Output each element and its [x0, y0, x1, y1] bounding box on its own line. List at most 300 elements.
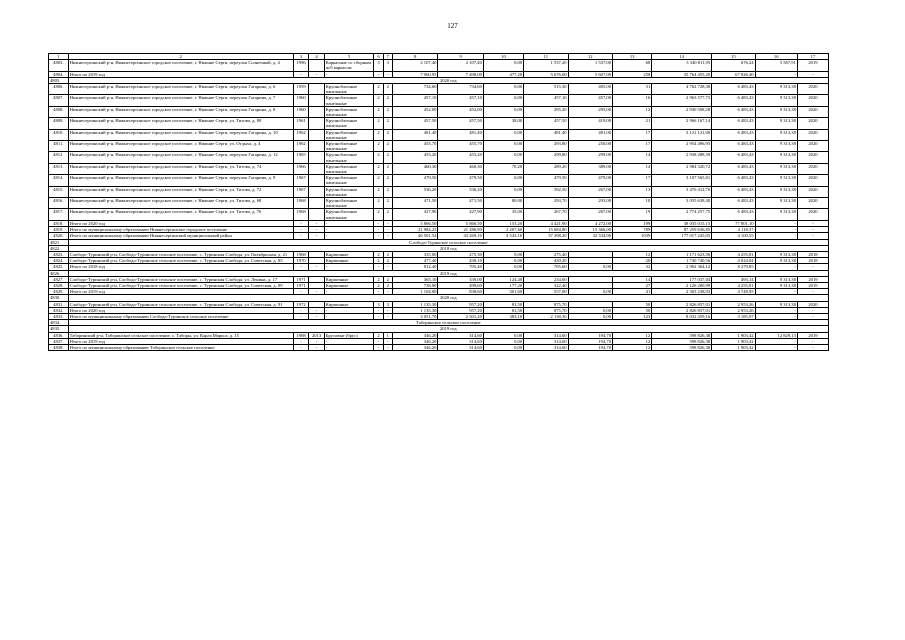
address-cell: Слободо-Туринский р-н, Слободо-Туринское сельское поселение, с. Туринская Слобода, ул. Октябрьская, д. 21	[68, 251, 293, 257]
table-cell: 0,00	[483, 344, 523, 350]
table-cell: 0,00	[483, 332, 523, 338]
table-cell: 479,50	[392, 175, 437, 186]
page-number: 127	[447, 22, 458, 30]
table-cell: 1959	[293, 84, 308, 95]
table-cell: 9,00	[483, 251, 523, 257]
table-cell: 3 476 412,70	[652, 186, 712, 197]
table-cell: 598 826,38	[652, 332, 712, 338]
table-cell: -	[755, 289, 797, 295]
table-cell: Кирпичные	[324, 258, 374, 264]
table-cell: Крупноблочные панельные	[324, 175, 374, 186]
table-cell: 293,70	[524, 198, 568, 209]
table-cell: -	[324, 344, 374, 350]
table-cell: 2020	[797, 118, 828, 129]
column-number-cell: 13	[613, 54, 652, 60]
table-cell: 2	[374, 95, 383, 106]
column-number-cell: 17	[797, 54, 828, 60]
address-cell: Нижнесергинский р-н, Нижнесергинское городское поселение, г. Нижние Серги, ул. Титова, д. 74	[68, 163, 293, 174]
address-cell: Итого по муниципальному образованию Слободо-Туринское сельское поселение	[68, 313, 293, 319]
row-number-cell: 4838.	[49, 344, 69, 350]
table-cell: 1 537,20	[524, 60, 568, 71]
table-cell: 0,00	[483, 95, 523, 106]
table-cell: 346,20	[392, 338, 437, 344]
table-cell: 3	[383, 301, 392, 307]
table-cell: 9 313,38	[755, 95, 797, 106]
table-cell: 3 340 811,95	[652, 60, 712, 71]
column-number-cell: 16	[755, 54, 797, 60]
table-cell: 738,90	[392, 282, 437, 288]
table-cell: -	[324, 307, 374, 313]
table-cell: 2	[374, 163, 383, 174]
table-cell: 346,20	[392, 332, 437, 338]
row-number-cell: 4822.	[49, 245, 69, 251]
table-row	[49, 84, 829, 95]
table-cell: 2	[383, 186, 392, 197]
table-cell	[309, 163, 324, 174]
column-number-cell: 10	[483, 54, 523, 60]
table-cell: 9 313,38	[755, 118, 797, 129]
table-cell	[309, 141, 324, 152]
table-cell: 346,20	[392, 344, 437, 350]
table-cell: 12	[613, 332, 652, 338]
table-cell: 0,00	[568, 264, 612, 270]
table-cell: 3 051,70	[392, 313, 437, 319]
table-cell: 14	[613, 163, 652, 174]
table-cell: 16	[613, 95, 652, 106]
table-cell: -	[324, 233, 374, 239]
row-number-cell: 4810.	[49, 129, 69, 140]
table-cell: 0,00	[483, 141, 523, 152]
table-cell: 2	[374, 258, 383, 264]
table-cell: Кирпичные	[324, 251, 374, 257]
table-cell: -	[383, 338, 392, 344]
table-cell: 3 055 638,40	[652, 198, 712, 209]
table-cell: 15 366,00	[568, 227, 612, 233]
table-cell: 2	[374, 186, 383, 197]
table-cell: 9 313,38	[755, 258, 797, 264]
table-cell: 1 104,00	[392, 289, 437, 295]
table-cell: -	[374, 227, 383, 233]
table-cell: 2020	[797, 141, 828, 152]
table-cell: 31	[613, 84, 652, 95]
table-cell: -	[383, 264, 392, 270]
row-number-cell: 4819.	[49, 227, 69, 233]
table-cell: 2	[374, 152, 383, 163]
table-cell: 2 938 288,39	[652, 152, 712, 163]
table-cell	[309, 60, 324, 71]
table-cell: -	[383, 220, 392, 226]
address-cell: Нижнесергинский р-н, Нижнесергинское городское поселение, г. Нижние Серги, переулок Гагарина, д. 6	[68, 84, 293, 95]
table-cell: 0,00	[483, 129, 523, 140]
table-cell: 295,00	[568, 106, 612, 117]
table-cell: -	[324, 264, 374, 270]
table-cell: -	[374, 233, 383, 239]
table-cell: 0,00	[483, 152, 523, 163]
row-number-cell: 4812.	[49, 152, 69, 163]
table-cell: Каркасные со сборным ж/б каркасом	[324, 60, 374, 71]
table-cell: 481,40	[524, 129, 568, 140]
table-cell: 70,20	[483, 163, 523, 174]
table-cell: 2019	[797, 332, 828, 338]
table-row	[49, 175, 829, 186]
row-number-cell: 4814.	[49, 175, 69, 186]
column-number-cell: 15	[712, 54, 755, 60]
table-cell: 0,00	[483, 60, 523, 71]
row-number-cell: 4818.	[49, 220, 69, 226]
table-cell: 194,70	[568, 344, 612, 350]
table-cell: 9 313,38	[755, 141, 797, 152]
table-cell: 457,00	[568, 95, 612, 106]
table-cell: 9 313,38	[755, 106, 797, 117]
table-cell: 479,00	[568, 175, 612, 186]
address-cell: Нижнесергинский р-н, Нижнесергинское городское поселение, г. Нижние Серги, переулок Гагарина, д. 12	[68, 152, 293, 163]
table-cell: -	[755, 344, 797, 350]
table-cell: 536,20	[392, 186, 437, 197]
row-number-cell: 4811.	[49, 141, 69, 152]
table-cell: Крупноблочные панельные	[324, 152, 374, 163]
table-row	[49, 106, 829, 117]
address-cell: Таборинский р-н, Таборинское сельское поселение, с. Таборы, ул. Карла Маркса, д. 15	[68, 332, 293, 338]
table-cell: 1 903,42	[712, 338, 755, 344]
column-number-cell: 14	[652, 54, 712, 60]
table-cell: 267,00	[568, 186, 612, 197]
table-cell: 2020	[797, 301, 828, 307]
table-cell: 2020	[797, 106, 828, 117]
table-cell: 314,60	[524, 344, 568, 350]
table-cell: 2 207,60	[483, 227, 523, 233]
table-cell: 1996	[293, 60, 308, 71]
table-cell: 5 567,91	[755, 60, 797, 71]
table-cell: 153,20	[483, 220, 523, 226]
address-cell: Итого по 2019 год	[68, 71, 293, 77]
table-cell: 5 866,50	[392, 220, 437, 226]
table-cell: 2 774 257,75	[652, 209, 712, 220]
row-number-cell: 4834.	[49, 320, 69, 326]
section-label-cell: 2018 год	[68, 245, 828, 251]
table-cell: 12	[613, 344, 652, 350]
row-number-cell: 4817.	[49, 209, 69, 220]
table-cell: 43 269,10	[438, 233, 483, 239]
row-number-cell: 4815.	[49, 186, 69, 197]
address-cell: Итого по 2020 год	[68, 220, 293, 226]
table-cell: 13	[613, 186, 652, 197]
table-cell: 81,50	[483, 301, 523, 307]
table-cell: 1039	[613, 233, 652, 239]
address-cell: Слободо-Туринский р-н, Слободо-Туринское сельское поселение, с. Туринская Слобода, ул. Советская, д. 85	[68, 258, 293, 264]
table-cell: 1	[383, 332, 392, 338]
table-cell: -	[309, 289, 324, 295]
table-cell: 3 185,97	[712, 313, 755, 319]
row-number-cell: 4805.	[49, 77, 69, 83]
table-cell: 5 866,50	[438, 220, 483, 226]
table-cell: 275,40	[524, 251, 568, 257]
table-cell: 2	[374, 198, 383, 209]
table-row	[49, 198, 829, 209]
table-cell: 2 126 200,99	[652, 282, 712, 288]
column-number-cell: 2	[68, 54, 293, 60]
table-cell	[309, 152, 324, 163]
column-number-cell: 3	[293, 54, 308, 60]
table-cell: -	[755, 227, 797, 233]
table-cell: -	[324, 227, 374, 233]
table-cell: -	[383, 307, 392, 313]
table-cell: 453,20	[392, 152, 437, 163]
address-cell: Итого по муниципальному образованию Нижнесергинский муниципальный район	[68, 233, 293, 239]
table-cell: 293,00	[568, 198, 612, 209]
section-label-cell: 2020 год	[68, 295, 828, 301]
table-cell: 12	[613, 338, 652, 344]
table-cell: 2 963 577,75	[652, 95, 712, 106]
table-cell: -	[374, 313, 383, 319]
address-cell: Нижнесергинский р-н, Нижнесергинское городское поселение, г. Нижние Серги, ул. Титова, д. 72	[68, 186, 293, 197]
table-cell: -	[383, 344, 392, 350]
table-cell: -	[374, 264, 383, 270]
table-cell: 267,70	[524, 209, 568, 220]
table-cell: 1 135,30	[392, 307, 437, 313]
table-cell: 289,20	[524, 163, 568, 174]
address-cell: Нижнесергинский р-н, Нижнесергинское городское поселение, г. Нижние Серги, ул. Отдыха, д. 4	[68, 141, 293, 152]
section-label-cell: Таборинское сельское поселение	[68, 320, 828, 326]
table-cell: 957,20	[438, 307, 483, 313]
table-cell: 499,60	[438, 282, 483, 288]
row-number-cell: 4833.	[49, 313, 69, 319]
table-cell: 18	[613, 198, 652, 209]
table-cell: 2	[383, 118, 392, 129]
table-cell: 479,50	[524, 175, 568, 186]
table-cell: 457,50	[438, 118, 483, 129]
table-cell: 4 255,81	[712, 282, 755, 288]
table-cell: 0,00	[568, 289, 612, 295]
table-cell: 6 483,43	[712, 163, 755, 174]
address-cell: Нижнесергинский р-н, Нижнесергинское городское поселение, г. Нижние Серги, переулок Гагарина, д. 8	[68, 106, 293, 117]
table-cell: 6 483,43	[712, 84, 755, 95]
table-cell: -	[797, 233, 828, 239]
table-cell: 2	[383, 95, 392, 106]
table-cell: 1968	[293, 209, 308, 220]
address-cell: Нижнесергинский р-н, Нижнесергинское городское поселение, г. Нижние Серги, ул. Титова, д. 80	[68, 118, 293, 129]
table-cell: 2 984 320,72	[652, 163, 712, 174]
table-cell: 0,00	[568, 307, 612, 313]
table-cell: 477,20	[483, 71, 523, 77]
table-cell: 314,60	[524, 332, 568, 338]
table-cell: 32 534,90	[568, 233, 612, 239]
table-cell: 5 607,00	[568, 71, 612, 77]
table-cell: 17	[613, 175, 652, 186]
table-cell: 598 826,38	[652, 338, 712, 344]
table-cell: 6 483,43	[712, 95, 755, 106]
row-number-cell: 4820.	[49, 233, 69, 239]
table-cell: -	[374, 344, 383, 350]
table-cell: 80,00	[483, 198, 523, 209]
table-cell: 2	[374, 276, 383, 282]
table-cell: -	[293, 227, 308, 233]
row-number-cell: 4828.	[49, 282, 69, 288]
table-cell: 2	[383, 106, 392, 117]
table-cell: 8 279,85	[712, 264, 755, 270]
table-cell: 2020	[797, 209, 828, 220]
table-cell: 2020	[797, 163, 828, 174]
table-cell: 12	[613, 251, 652, 257]
table-row	[49, 163, 829, 174]
table-cell	[309, 198, 324, 209]
column-number-cell: 1	[49, 54, 69, 60]
table-cell: 9 313,38	[755, 84, 797, 95]
table-cell: -	[374, 338, 383, 344]
table-cell: 2020	[797, 175, 828, 186]
table-cell: Кирпичные	[324, 301, 374, 307]
table-cell: 2019	[797, 276, 828, 282]
table-cell: 1966	[293, 163, 308, 174]
table-cell: 1965	[293, 152, 308, 163]
table-cell: 4 272,00	[568, 220, 612, 226]
table-cell: 2	[374, 332, 383, 338]
table-cell: 2 930 508,28	[652, 106, 712, 117]
row-number-cell: 4821.	[49, 239, 69, 245]
table-cell: 17	[613, 129, 652, 140]
table-cell: 38,00	[483, 118, 523, 129]
table-cell: 4 024,04	[712, 258, 755, 264]
table-row	[49, 186, 829, 197]
table-cell: 4 100,55	[712, 233, 755, 239]
table-cell: 2 826 857,01	[652, 301, 712, 307]
row-number-cell: 4804.	[49, 71, 69, 77]
table-cell: 481,40	[438, 129, 483, 140]
table-cell: 314,60	[438, 338, 483, 344]
table-cell: 9 313,38	[755, 129, 797, 140]
table-cell: 452,00	[438, 106, 483, 117]
table-cell: 1960	[293, 95, 308, 106]
table-cell: 457,50	[524, 118, 568, 129]
table-cell: 2 953,26	[712, 307, 755, 313]
address-cell: Слободо-Туринский р-н, Слободо-Туринское сельское поселение, с. Туринская Слобода, ул. Советская, д. 89	[68, 282, 293, 288]
table-cell: -	[797, 307, 828, 313]
table-cell: 1968	[293, 198, 308, 209]
table-cell: 1960	[293, 106, 308, 117]
table-cell: Крупноблочные панельные	[324, 209, 374, 220]
address-cell: Итого по муниципальному образованию Таборинское сельское поселение	[68, 344, 293, 350]
table-cell: 6 483,43	[712, 152, 755, 163]
table-cell: -	[309, 344, 324, 350]
table-cell: 1967	[293, 175, 308, 186]
table-cell: 9 313,38	[755, 301, 797, 307]
table-cell: 2	[383, 175, 392, 186]
table-cell: 457,10	[438, 95, 483, 106]
table-cell: 0,00	[483, 175, 523, 186]
table-cell: 4 421,90	[524, 220, 568, 226]
table-cell: 1968	[293, 251, 308, 257]
table-cell: 598 826,38	[652, 344, 712, 350]
table-cell: 734,60	[392, 84, 437, 95]
table-cell: -	[309, 220, 324, 226]
section-label-cell: 2020 год	[68, 77, 828, 83]
table-cell	[309, 95, 324, 106]
table-cell: -	[309, 233, 324, 239]
table-cell: 314,60	[438, 344, 483, 350]
table-cell: 21 984,25	[392, 227, 437, 233]
table-cell: -	[797, 338, 828, 344]
row-number-cell: 4830.	[49, 295, 69, 301]
table-cell: 21 286,90	[438, 227, 483, 233]
table-cell: 2	[383, 258, 392, 264]
table-cell: 2 826 857,01	[652, 307, 712, 313]
table-cell: 875,70	[524, 301, 568, 307]
table-cell: 46 501,54	[392, 233, 437, 239]
table-cell: 457,10	[392, 95, 437, 106]
table-cell: 87 259 636,85	[652, 227, 712, 233]
table-cell: -	[374, 71, 383, 77]
address-cell: Итого по 2018 год	[68, 264, 293, 270]
table-cell: 1967	[293, 186, 308, 197]
address-cell: Нижнесергинский р-н, Нижнесергинское городское поселение, г. Нижние Серги, ул. Титова, д. 68	[68, 198, 293, 209]
column-number-cell: 7	[383, 54, 392, 60]
table-cell: 2013	[309, 332, 324, 338]
table-cell: -	[293, 264, 308, 270]
table-cell: 2 902 364,12	[652, 264, 712, 270]
table-cell: 335,00	[392, 251, 437, 257]
table-cell: -	[797, 344, 828, 350]
table-cell: 705,60	[524, 264, 568, 270]
table-cell: 838,60	[438, 289, 483, 295]
table-row	[49, 152, 829, 163]
table-cell: -	[309, 264, 324, 270]
table-cell: 6 483,43	[712, 198, 755, 209]
table-cell: 789	[613, 227, 652, 233]
table-cell: 0,00	[483, 186, 523, 197]
table-cell: Крупноблочные панельные	[324, 141, 374, 152]
table-cell: 2018	[797, 251, 828, 257]
row-number-cell: 4836.	[49, 332, 69, 338]
table-cell: 2019	[797, 60, 828, 71]
table-cell: 9 313,38	[755, 186, 797, 197]
table-cell: 35,00	[483, 209, 523, 220]
address-cell: Итого по 2020 год	[68, 307, 293, 313]
table-cell: 2020	[797, 186, 828, 197]
table-cell: 471,50	[392, 198, 437, 209]
table-cell: Кирпичные	[324, 276, 374, 282]
table-cell: 6 483,43	[712, 175, 755, 186]
table-row	[49, 344, 829, 350]
table-cell: 339,00	[438, 276, 483, 282]
table-cell: -	[374, 220, 383, 226]
table-cell: -	[797, 227, 828, 233]
address-cell: Итого по 2019 год	[68, 289, 293, 295]
table-cell: 301,60	[483, 289, 523, 295]
table-cell: -	[755, 233, 797, 239]
table-cell: 2	[383, 152, 392, 163]
row-number-cell: 4832.	[49, 307, 69, 313]
table-cell: 452,00	[392, 106, 437, 117]
table-cell: 0,00	[483, 264, 523, 270]
table-cell: 2	[383, 251, 392, 257]
table-cell: 6 483,43	[712, 129, 755, 140]
address-cell: Нижнесергинский р-н, Нижнесергинское городское поселение, г. Нижние Серги, ул. Титова, д. 76	[68, 209, 293, 220]
table-cell: 1970	[293, 258, 308, 264]
table-row	[49, 209, 829, 220]
table-cell: 705,40	[438, 264, 483, 270]
table-cell: -	[374, 307, 383, 313]
table-cell: 477,40	[392, 258, 437, 264]
table-cell: Крупноблочные панельные	[324, 84, 374, 95]
table-cell: -	[293, 338, 308, 344]
table-cell: 177 037,04	[652, 276, 712, 282]
table-cell: -	[755, 307, 797, 313]
table-cell: 1988	[293, 332, 308, 338]
table-cell: 9 313,38	[755, 175, 797, 186]
table-cell	[309, 84, 324, 95]
table-cell: -	[755, 71, 797, 77]
table-cell: 471,50	[438, 198, 483, 209]
table-cell: 12 829,13	[755, 332, 797, 338]
